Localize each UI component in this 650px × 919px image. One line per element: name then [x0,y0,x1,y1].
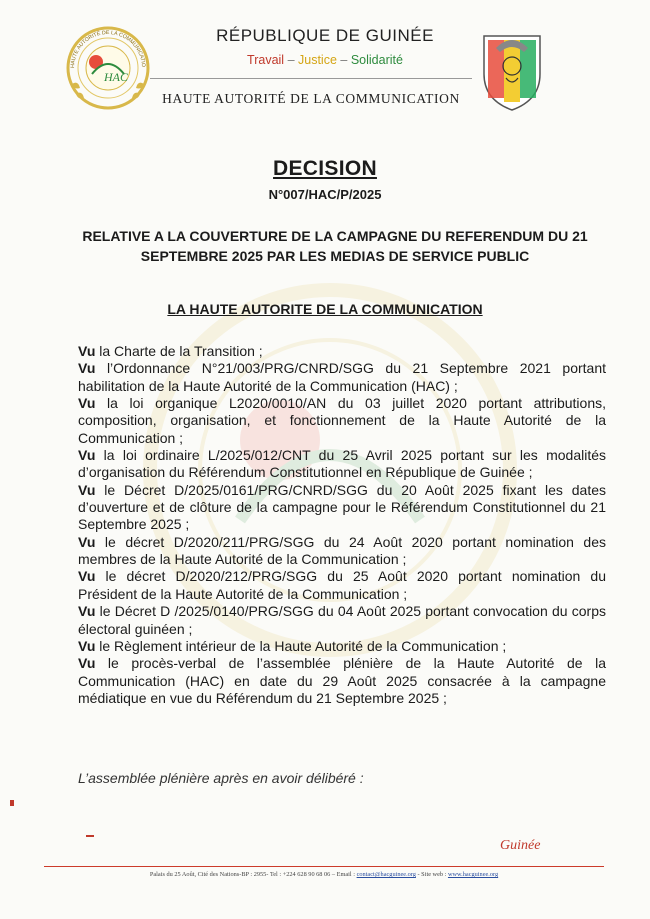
vu-lead: Vu [78,568,96,585]
country-name: RÉPUBLIQUE DE GUINÉE [216,26,434,45]
hac-logo [64,24,152,112]
vu-item [78,482,606,534]
vu-lead: Vu [78,655,96,672]
section-heading: LA HAUTE AUTORITE DE LA COMMUNICATION [167,301,483,317]
vu-lead: Vu [78,481,96,498]
footer-contact [44,871,604,878]
vu-text: la Charte de la Transition ; [99,343,263,359]
vu-text: le Décret D/2025/0161/PRG/CNRD/SGG du 20 Août 2025 fixant les dates d’ouverture et de clôture de la campagne pour le Référendum Constitutionnel du 21 Septembre 2025 ; [78,481,606,533]
vu-text: le procès-verbal de l’assemblée plénière de la Haute Autorité de la Communication (HAC) en date du 29 Août 2025 consacrée à la campagne médiatique en vue du Référendum du 21 Septembre 2025 ; [78,655,606,706]
vu-text: le décret D/2020/212/PRG/SGG du 25 Août 2020 portant nomination du Président de la Haute Autorité de la Communication ; [78,568,606,602]
vu-item [78,360,606,395]
deliberation-line: L’assemblée plénière après en avoir délibéré : [78,770,364,786]
vu-item [78,568,606,603]
motto-word-2: Justice [298,53,337,67]
footer-email-link[interactable]: contact@hacguinee.org [356,871,416,878]
vu-text: le décret D/2020/211/PRG/SGG du 24 Août 2020 portant nomination des membres de la Haute Autorité de la Communication ; [78,533,606,568]
vu-lead: Vu [78,533,96,550]
ink-mark [10,800,14,806]
vu-item [78,343,606,360]
vu-item [78,638,606,655]
vu-lead: Vu [78,447,96,464]
footer-divider [44,866,604,867]
motto-separator-1: – [287,53,295,67]
authority-name: HAUTE AUTORITÉ DE LA COMMUNICATION [162,91,460,106]
vu-text: le Décret D /2025/0140/PRG/SGG du 04 Août 2025 portant convocation du corps électoral guinéen ; [78,603,607,637]
document-title: DECISION [273,157,377,180]
vu-lead: Vu [78,395,96,412]
footer-website-link[interactable]: www.hacguinee.org [447,871,499,878]
vu-text: le Règlement intérieur de la Haute Autorité de la Communication ; [99,637,507,654]
motto-word-1: Travail [247,53,285,67]
vu-list [78,343,606,707]
vu-item [78,395,606,447]
vu-lead: Vu [78,360,96,377]
vu-item [78,447,606,482]
motto-word-3: Solidarité [350,53,403,67]
decision-number: N°007/HAC/P/2025 [268,187,382,202]
vu-lead: Vu [78,637,96,654]
national-motto [160,53,490,67]
footer-address: Palais du 25 Août, Cité des Nations-BP : 2955- Tel : +224 628 90 68 06 – Email : [149,871,355,878]
vu-item [78,534,606,569]
vu-item [78,603,606,638]
vu-lead: Vu [78,603,96,620]
ink-mark [86,835,94,837]
motto-separator-2: – [340,53,348,67]
hac-logo-ring-text: HAUTE AUTORITÉ DE LA COMMUNICATIO [69,29,147,69]
hac-logo-text: HAC [104,70,128,84]
decision-subject: RELATIVE A LA COUVERTURE DE LA CAMPAGNE DU REFERENDUM DU 21 SEPTEMBRE 2025 PAR LES MEDIAS DE SERVICE PUBLIC [82,228,588,264]
vu-text: l’Ordonnance N°21/003/PRG/CNRD/SGG du 21 Septembre 2021 portant habilitation de la Haute Autorité de la Communication (HAC) ; [78,360,606,394]
vu-text: la loi ordinaire L/2025/012/CNT du 25 Avril 2025 portant sur les modalités d’organisation du Référendum Constitutionnel en République de Guinée ; [78,447,607,481]
footer-site-label: - Site web : [417,871,447,878]
guinee-stamp-mark: Guinée [500,838,541,853]
vu-item [78,655,606,707]
header-divider [150,78,472,79]
vu-lead: Vu [78,343,96,359]
national-emblem-icon [476,26,548,112]
vu-text: la loi organique L2020/0010/AN du 03 juillet 2020 portant attributions, composition, organisation, et fonctionnement de la Haute Autorité de la Communication ; [78,395,607,446]
